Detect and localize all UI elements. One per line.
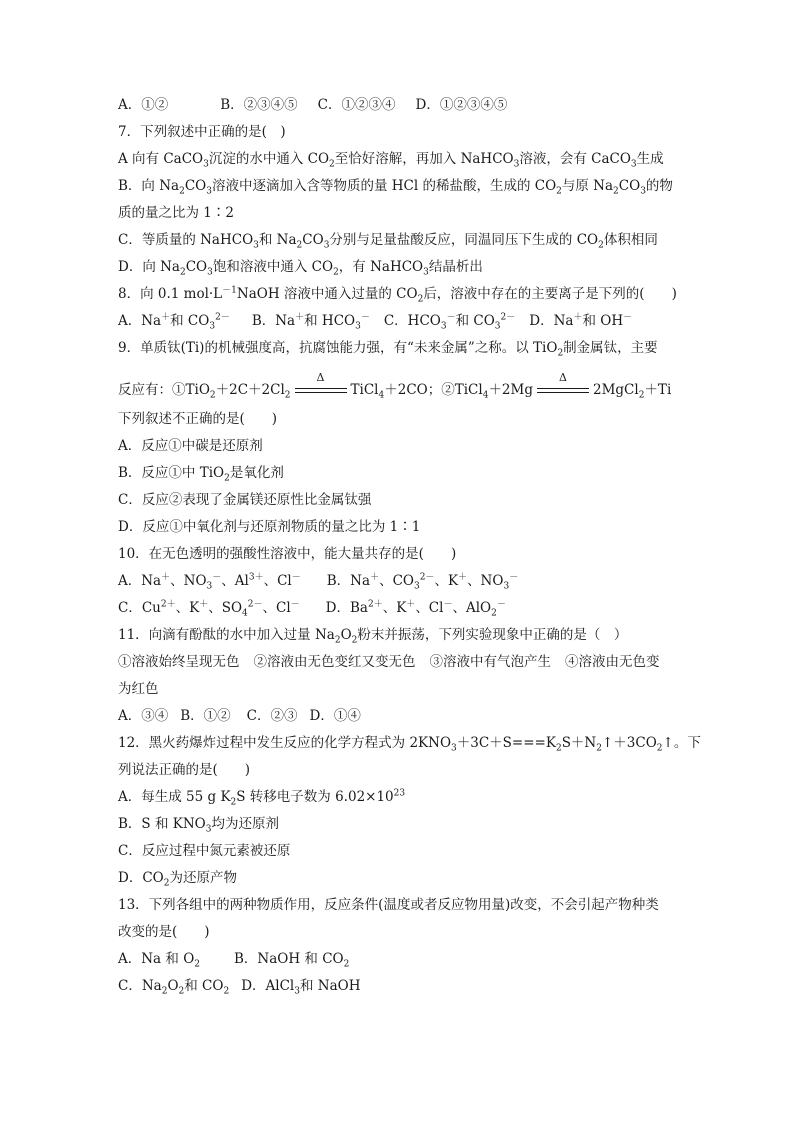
superscript: － <box>360 312 370 323</box>
subscript: 2 <box>224 473 230 484</box>
text-line <box>118 433 688 460</box>
subscript: 3 <box>640 186 646 197</box>
text-line <box>118 281 688 308</box>
text-line <box>118 308 688 335</box>
text-run: C．等质量的 NaHCO <box>118 232 254 248</box>
superscript: －1 <box>222 285 237 296</box>
subscript: 3 <box>209 321 216 332</box>
text-run: CO <box>184 178 207 194</box>
text-run: 粉末并振荡，下列实验现象中正确的是（ ） <box>357 627 628 643</box>
subscript: 2 <box>194 959 200 970</box>
text-run: 、Cl <box>263 573 292 589</box>
subscript: 3 <box>413 581 420 592</box>
superscript: ＋ <box>573 312 583 323</box>
text-run: CO <box>302 232 324 248</box>
text-run: 溶液，会有 CaCO <box>519 151 631 167</box>
heating-condition-equals-sign <box>537 370 589 395</box>
subscript: 2 <box>491 608 497 619</box>
text-run: ＋Ti <box>644 382 672 398</box>
subscript: 4 <box>482 390 489 401</box>
text-run: 、CO <box>379 573 414 589</box>
text-run: C．Cu <box>118 600 161 616</box>
text-run: 11．向滴有酚酞的水中加入过量 Na <box>118 627 335 643</box>
text-run: ＋2Mg <box>488 382 533 398</box>
text-run: A．反应①中碳是还原剂 <box>118 438 263 454</box>
superscript: ＋ <box>161 312 171 323</box>
text-line <box>118 335 688 362</box>
text-line <box>118 730 701 757</box>
subscript: 2 <box>598 240 604 251</box>
subscript: 2 <box>209 390 216 401</box>
superscript: 2－ <box>247 599 263 610</box>
text-line <box>118 595 688 622</box>
text-run: A．每生成 55 g K <box>118 789 231 805</box>
text-run: 10．在无色透明的强酸性溶液中，能大量共存的是( ) <box>118 546 457 562</box>
delta-symbol: Δ <box>559 370 567 384</box>
superscript: － <box>290 599 300 610</box>
subscript: 2 <box>343 959 350 970</box>
subscript: 3 <box>207 267 213 278</box>
text-run: 改变的是( ) <box>118 924 210 940</box>
text-run: 为红色 <box>118 681 159 697</box>
text-run: 和 Na <box>258 232 297 248</box>
subscript: 2 <box>557 348 564 359</box>
text-line <box>118 460 688 487</box>
subscript: 3 <box>423 267 429 278</box>
text-run: 和 CO <box>455 313 495 329</box>
text-run: 和 CO <box>170 313 210 329</box>
text-run: 分别与足量盐酸反应，同温同压下生成的 CO <box>329 232 599 248</box>
text-run: B．反应①中 TiO <box>118 465 225 481</box>
subscript: 2 <box>163 878 170 889</box>
text-run: B．S 和 KNO <box>118 816 206 832</box>
text-run: 的物 <box>645 178 673 194</box>
text-run: D．Na <box>529 313 574 329</box>
delta-symbol: Δ <box>316 370 325 384</box>
text-run: D．反应①中氧化剂与还原剂物质的量之比为 1∶1 <box>118 519 421 535</box>
text-line <box>118 119 688 146</box>
subscript: 2 <box>333 267 339 278</box>
text-run: B．Na <box>326 573 371 589</box>
text-run: A 向有 CaCO <box>118 151 204 167</box>
question-content <box>118 92 701 1000</box>
text-run: A．③④ <box>118 708 169 724</box>
text-run: 9．单质钛(Ti)的机械强度高，抗腐蚀能力强，有“未来金属”之称。以 TiO <box>118 340 558 356</box>
text-run: ↑＋3CO <box>601 735 657 751</box>
subscript: 2 <box>179 186 185 197</box>
superscript: － <box>443 599 453 610</box>
text-run: D．①②③④⑤ <box>415 97 508 113</box>
text-run: 质的量之比为 1∶2 <box>118 205 234 221</box>
text-run: 12．黑火药爆炸过程中发生反应的化学方程式为 2KNO <box>118 735 452 751</box>
text-run: ④溶液由无色变 <box>565 654 660 670</box>
subscript: 2 <box>334 635 341 646</box>
text-run: 、K <box>434 573 459 589</box>
text-run: NaOH 溶液中通入过量的 CO <box>236 286 418 302</box>
text-run: S＋N <box>561 735 597 751</box>
subscript: 3 <box>494 321 501 332</box>
superscript: 2＋ <box>367 599 383 610</box>
subscript: 3 <box>253 240 259 251</box>
text-line <box>118 514 688 541</box>
subscript: 3 <box>513 159 520 170</box>
text-run: ＋2C＋2Cl <box>215 382 285 398</box>
text-run: O <box>340 627 352 643</box>
text-run: D．Ba <box>325 600 368 616</box>
text-line <box>118 200 688 227</box>
text-line <box>118 649 688 676</box>
text-run: C．②③ <box>246 708 298 724</box>
text-run: ＋3C＋S===K <box>456 735 556 751</box>
text-line <box>118 541 688 568</box>
text-line <box>118 703 688 730</box>
text-run: A．Na <box>118 573 162 589</box>
text-run: C．反应过程中氮元素被还原 <box>118 843 291 859</box>
text-run: 和 NaOH <box>299 978 361 994</box>
text-line <box>118 811 688 838</box>
text-line <box>118 406 688 433</box>
superscript: 2－ <box>215 312 230 323</box>
subscript: 3 <box>206 581 213 592</box>
superscript: 2－ <box>419 572 435 583</box>
text-run: A．①② <box>118 97 169 113</box>
subscript: 2 <box>296 240 303 251</box>
heating-condition-equals-sign <box>295 370 347 395</box>
subscript: 2 <box>329 159 335 170</box>
subscript: 3 <box>205 824 212 835</box>
text-line <box>118 676 688 703</box>
text-line <box>118 362 688 406</box>
superscript: ＋ <box>295 312 305 323</box>
text-run: 生成 <box>636 151 664 167</box>
text-run: B．②③④⑤ <box>220 97 298 113</box>
text-run: C．HCO <box>383 313 441 329</box>
text-run: 沉淀的水中通入 CO <box>208 151 330 167</box>
subscript: 4 <box>378 390 385 401</box>
subscript: 3 <box>355 321 361 332</box>
subscript: 3 <box>323 240 330 251</box>
text-run: 列说法正确的是( ) <box>118 762 251 778</box>
subscript: 2 <box>284 390 291 401</box>
text-run: 和 HCO <box>304 313 356 329</box>
text-line <box>118 757 688 784</box>
text-run: 、NO <box>467 573 504 589</box>
superscript: － <box>623 312 633 323</box>
subscript: 2 <box>179 267 186 278</box>
text-line <box>118 173 688 200</box>
text-run: 制金属钛，主要 <box>563 340 658 356</box>
superscript: 2＋ <box>160 599 176 610</box>
text-line <box>118 946 688 973</box>
superscript: 23 <box>393 788 406 799</box>
text-run: 后，溶液中存在的主要离子是下列的( ) <box>423 286 677 302</box>
subscript: 3 <box>206 186 212 197</box>
subscript: 2 <box>556 186 562 197</box>
text-run: 与原 Na <box>561 178 614 194</box>
text-run: 饱和溶液中通入 CO <box>212 259 334 275</box>
subscript: 2 <box>351 635 358 646</box>
text-run: 8．向 0.1 mol·L <box>118 286 223 302</box>
text-run: 、Cl <box>262 600 291 616</box>
superscript: ＋ <box>161 572 171 583</box>
subscript: 3 <box>440 321 447 332</box>
text-run: 、SO <box>208 600 243 616</box>
superscript: － <box>496 599 506 610</box>
text-line <box>118 227 688 254</box>
text-line <box>118 865 688 892</box>
text-run: C．反应②表现了金属镁还原性比金属钛强 <box>118 492 372 508</box>
subscript: 2 <box>596 743 602 754</box>
text-run: 和 CO <box>184 978 224 994</box>
text-run: ↑。下 <box>662 735 701 751</box>
text-line <box>118 568 688 595</box>
superscript: ＋ <box>370 572 380 583</box>
text-run: TiCl <box>350 382 379 398</box>
text-run: C．Na <box>118 978 162 994</box>
text-run: 反应有：①TiO <box>118 382 210 398</box>
subscript: 3 <box>451 743 457 754</box>
text-run: 和 OH <box>582 313 624 329</box>
text-run: 下列叙述不正确的是( ) <box>118 411 278 427</box>
subscript: 2 <box>230 797 237 808</box>
superscript: ＋ <box>199 599 209 610</box>
text-run: B．Na <box>251 313 296 329</box>
text-run: B．向 Na <box>118 178 180 194</box>
text-line <box>118 622 688 649</box>
text-run: ②溶液由无色变红又变无色 <box>253 654 416 670</box>
text-line <box>118 973 688 1000</box>
text-run: 、K <box>175 600 200 616</box>
text-run: 至恰好溶解，再加入 NaHCO <box>334 151 514 167</box>
text-run: ＋2CO；②TiCl <box>384 382 483 398</box>
text-run: 、Cl <box>415 600 444 616</box>
superscript: － <box>291 572 301 583</box>
superscript: － <box>509 572 519 583</box>
subscript: 2 <box>555 743 562 754</box>
text-run: B．NaOH 和 CO <box>234 951 344 967</box>
superscript: － <box>446 312 456 323</box>
text-run: O <box>167 978 179 994</box>
text-run: CO <box>618 178 641 194</box>
subscript: 3 <box>630 159 637 170</box>
subscript: 3 <box>294 986 300 997</box>
text-run: D．CO <box>118 870 164 886</box>
superscript: 3＋ <box>248 572 264 583</box>
subscript: 4 <box>242 608 248 619</box>
subscript: 2 <box>223 986 230 997</box>
superscript: ＋ <box>406 599 416 610</box>
text-run: 溶液中逐滴加入含等物质的量 HCl 的稀盐酸，生成的 CO <box>211 178 557 194</box>
text-run: 均为还原剂 <box>211 816 279 832</box>
superscript: 2－ <box>500 312 516 323</box>
text-run: A．Na <box>118 313 162 329</box>
text-run: 、NO <box>170 573 207 589</box>
text-run: A．Na 和 O <box>118 951 195 967</box>
superscript: － <box>212 572 222 583</box>
subscript: 2 <box>638 390 645 401</box>
text-run: 结晶析出 <box>428 259 483 275</box>
text-line <box>118 487 688 514</box>
text-line <box>118 919 688 946</box>
subscript: 2 <box>161 986 168 997</box>
superscript: ＋ <box>458 572 468 583</box>
text-run: D．AlCl <box>241 978 295 994</box>
text-run: S 转移电子数为 6.02×10 <box>236 789 394 805</box>
text-run: ③溶液中有气泡产生 <box>429 654 551 670</box>
text-run: 7．下列叙述中正确的是( ) <box>118 124 286 140</box>
text-run: 2MgCl <box>593 382 639 398</box>
text-run: CO <box>185 259 208 275</box>
text-line <box>118 254 688 281</box>
text-line <box>118 146 688 173</box>
text-line <box>118 784 688 811</box>
subscript: 2 <box>178 986 185 997</box>
text-run: 13．下列各组中的两种物质作用，反应条件(温度或者反应物用量)改变，不会引起产物种类 <box>118 897 659 913</box>
text-run: D．向 Na <box>118 259 180 275</box>
text-line <box>118 892 688 919</box>
text-run: C．①②③④ <box>317 97 396 113</box>
subscript: 2 <box>656 743 663 754</box>
subscript: 3 <box>503 581 510 592</box>
text-line <box>118 92 688 119</box>
text-run: 、K <box>382 600 407 616</box>
subscript: 3 <box>203 159 209 170</box>
text-run: ①溶液始终呈现无色 <box>118 654 240 670</box>
text-run: 、AlO <box>452 600 492 616</box>
text-line <box>118 838 688 865</box>
text-run: 为还原产物 <box>169 870 237 886</box>
text-run: D．①④ <box>309 708 361 724</box>
text-run: ，有 NaHCO <box>338 259 424 275</box>
subscript: 2 <box>613 186 619 197</box>
text-run: 体积相同 <box>603 232 658 248</box>
text-run: 、Al <box>221 573 249 589</box>
subscript: 2 <box>417 294 424 305</box>
text-run: 是氧化剂 <box>229 465 284 481</box>
text-run: B．①② <box>180 708 231 724</box>
